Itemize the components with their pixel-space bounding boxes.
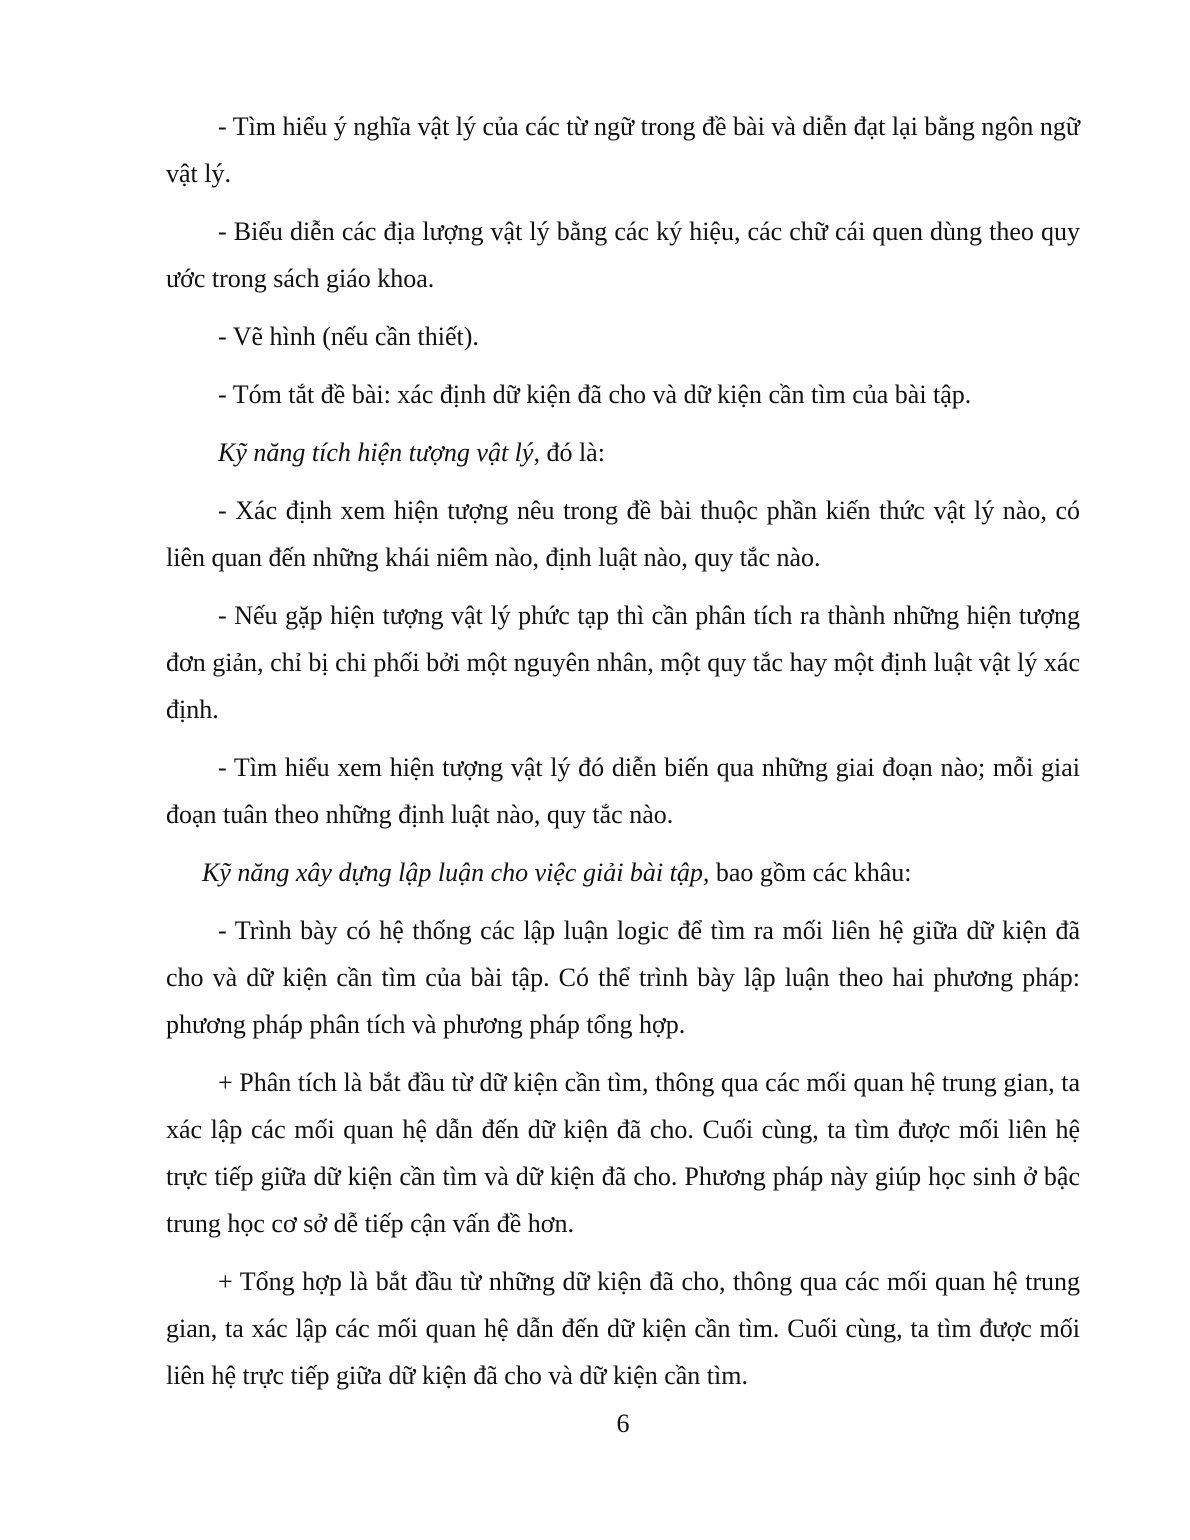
- paragraph-8: - Tìm hiểu xem hiện tượng vật lý đó diễn biến qua những giai đoạn nào; mỗi giai đoạn tuân theo những định luật nào, quy tắc nào.: [166, 753, 1080, 829]
- paragraph-6: - Xác định xem hiện tượng nêu trong đề bài thuộc phần kiến thức vật lý nào, có liên quan đến những khái niêm nào, định luật nào, quy tắc nào.: [166, 496, 1080, 572]
- paragraph-10: - Trình bày có hệ thống các lập luận logic để tìm ra mối liên hệ giữa dữ kiện đã cho và dữ kiện cần tìm của bài tập. Có thể trình bày lập luận theo hai phương pháp: phương pháp phân tích và phương pháp tổng hợp.: [166, 916, 1080, 1039]
- paragraph-9-text: bao gồm các khâu:: [709, 858, 912, 887]
- paragraph-5-text: đó là:: [539, 438, 605, 467]
- paragraph-4: - Tóm tắt đề bài: xác định dữ kiện đã cho và dữ kiện cần tìm của bài tập.: [218, 380, 972, 409]
- document-page: [166, 103, 1080, 1410]
- paragraph-11: + Phân tích là bắt đầu từ dữ kiện cần tìm, thông qua các mối quan hệ trung gian, ta xác lập các mối quan hệ dẫn đến dữ kiện đã cho. Cuối cùng, ta tìm được mối liên hệ trực tiếp giữa dữ kiện cần tìm và dữ kiện đã cho. Phương pháp này giúp học sinh ở bậc trung học cơ sở dễ tiếp cận vấn đề hơn.: [166, 1068, 1080, 1238]
- page-number: 6: [616, 1409, 630, 1438]
- paragraph-5-italic-lead: Kỹ năng tích hiện tượng vật lý,: [218, 438, 540, 467]
- paragraph-2: - Biểu diễn các địa lượng vật lý bằng các ký hiệu, các chữ cái quen dùng theo quy ước trong sách giáo khoa.: [166, 217, 1080, 293]
- paragraph-9: [166, 849, 1080, 896]
- paragraph-3: - Vẽ hình (nếu cần thiết).: [218, 322, 479, 351]
- paragraph-5: [166, 429, 1080, 476]
- paragraph-1: - Tìm hiểu ý nghĩa vật lý của các từ ngữ trong đề bài và diễn đạt lại bằng ngôn ngữ vật lý.: [166, 112, 1081, 188]
- paragraph-12: + Tổng hợp là bắt đầu từ những dữ kiện đã cho, thông qua các mối quan hệ trung gian, ta xác lập các mối quan hệ dẫn đến dữ kiện cần tìm. Cuối cùng, ta tìm được mối liên hệ trực tiếp giữa dữ kiện đã cho và dữ kiện cần tìm.: [166, 1267, 1080, 1390]
- paragraph-7: - Nếu gặp hiện tượng vật lý phức tạp thì cần phân tích ra thành những hiện tượng đơn giản, chỉ bị chi phối bởi một nguyên nhân, một quy tắc hay một định luật vật lý xác định.: [166, 601, 1080, 724]
- paragraph-9-italic-lead: Kỹ năng xây dựng lập luận cho việc giải bài tập,: [202, 858, 710, 887]
